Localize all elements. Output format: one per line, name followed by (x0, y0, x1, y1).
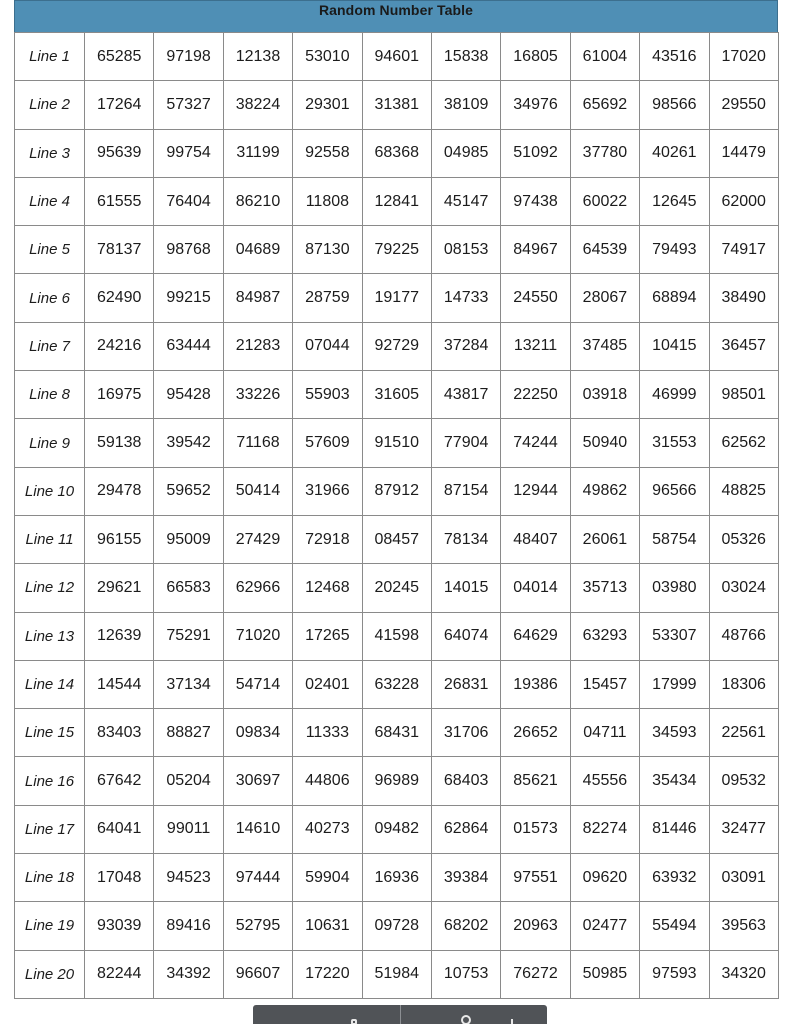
number-cell: 74244 (501, 419, 570, 467)
number-cell: 09728 (362, 902, 431, 950)
number-cell: 37780 (570, 129, 639, 177)
toolbar-tab-left[interactable] (253, 1005, 400, 1024)
number-cell: 74917 (709, 226, 778, 274)
number-cell: 61004 (570, 33, 639, 81)
number-cell: 64539 (570, 226, 639, 274)
number-cell: 46999 (640, 371, 709, 419)
number-cell: 40273 (293, 805, 362, 853)
number-cell: 33226 (223, 371, 292, 419)
number-cell: 54714 (223, 660, 292, 708)
number-cell: 14544 (85, 660, 154, 708)
number-cell: 99754 (154, 129, 223, 177)
number-cell: 79493 (640, 226, 709, 274)
number-cell: 17220 (293, 950, 362, 998)
number-cell: 45147 (431, 177, 500, 225)
number-cell: 85621 (501, 757, 570, 805)
number-cell: 14733 (431, 274, 500, 322)
number-cell: 29550 (709, 81, 778, 129)
line-label: Line 3 (15, 129, 85, 177)
number-cell: 03980 (640, 564, 709, 612)
number-cell: 79225 (362, 226, 431, 274)
random-number-table (14, 0, 778, 999)
number-cell: 53307 (640, 612, 709, 660)
number-cell: 18306 (709, 660, 778, 708)
number-cell: 57327 (154, 81, 223, 129)
number-cell: 67642 (85, 757, 154, 805)
number-cell: 61555 (85, 177, 154, 225)
number-cell: 78137 (85, 226, 154, 274)
number-cell: 63228 (362, 660, 431, 708)
number-cell: 31966 (293, 467, 362, 515)
number-cell: 71168 (223, 419, 292, 467)
number-cell: 24216 (85, 322, 154, 370)
number-cell: 51092 (501, 129, 570, 177)
number-cell: 63932 (640, 854, 709, 902)
number-cell: 97444 (223, 854, 292, 902)
number-cell: 39384 (431, 854, 500, 902)
number-cell: 34392 (154, 950, 223, 998)
number-cell: 37284 (431, 322, 500, 370)
number-cell: 04711 (570, 709, 639, 757)
table-row (15, 612, 779, 660)
number-cell: 66583 (154, 564, 223, 612)
number-cell: 52795 (223, 902, 292, 950)
table-row (15, 805, 779, 853)
table-row (15, 467, 779, 515)
number-cell: 71020 (223, 612, 292, 660)
number-cell: 83403 (85, 709, 154, 757)
line-label: Line 4 (15, 177, 85, 225)
number-cell: 22250 (501, 371, 570, 419)
number-cell: 50985 (570, 950, 639, 998)
number-cell: 26061 (570, 515, 639, 563)
table-row (15, 177, 779, 225)
table-row (15, 129, 779, 177)
number-cell: 28759 (293, 274, 362, 322)
number-cell: 12639 (85, 612, 154, 660)
number-grid (14, 32, 779, 999)
number-cell: 02401 (293, 660, 362, 708)
number-cell: 27429 (223, 515, 292, 563)
line-label: Line 7 (15, 322, 85, 370)
number-cell: 09532 (709, 757, 778, 805)
number-cell: 17265 (293, 612, 362, 660)
number-cell: 99011 (154, 805, 223, 853)
number-cell: 84967 (501, 226, 570, 274)
line-label: Line 11 (15, 515, 85, 563)
number-cell: 53010 (293, 33, 362, 81)
number-cell: 17999 (640, 660, 709, 708)
number-cell: 48407 (501, 515, 570, 563)
number-cell: 34976 (501, 81, 570, 129)
number-cell: 49862 (570, 467, 639, 515)
number-cell: 05204 (154, 757, 223, 805)
number-cell: 03024 (709, 564, 778, 612)
number-cell: 14610 (223, 805, 292, 853)
number-cell: 84987 (223, 274, 292, 322)
number-cell: 98768 (154, 226, 223, 274)
number-cell: 96566 (640, 467, 709, 515)
number-cell: 34320 (709, 950, 778, 998)
number-cell: 08153 (431, 226, 500, 274)
divider-mark-icon (511, 1019, 513, 1024)
number-cell: 50414 (223, 467, 292, 515)
number-cell: 15457 (570, 660, 639, 708)
number-cell: 78134 (431, 515, 500, 563)
number-cell: 82274 (570, 805, 639, 853)
number-cell: 31553 (640, 419, 709, 467)
table-row (15, 371, 779, 419)
number-cell: 16936 (362, 854, 431, 902)
number-cell: 81446 (640, 805, 709, 853)
number-cell: 65692 (570, 81, 639, 129)
number-cell: 57609 (293, 419, 362, 467)
number-cell: 58754 (640, 515, 709, 563)
number-cell: 77904 (431, 419, 500, 467)
table-row (15, 902, 779, 950)
bottom-toolbar (253, 1005, 547, 1024)
table-row (15, 226, 779, 274)
number-cell: 26831 (431, 660, 500, 708)
table-row (15, 419, 779, 467)
table-title: Random Number Table (14, 0, 778, 32)
line-label: Line 2 (15, 81, 85, 129)
number-cell: 87912 (362, 467, 431, 515)
number-cell: 29621 (85, 564, 154, 612)
search-icon (461, 1015, 471, 1024)
number-cell: 03091 (709, 854, 778, 902)
number-cell: 86210 (223, 177, 292, 225)
number-cell: 29301 (293, 81, 362, 129)
table-row (15, 660, 779, 708)
table-row (15, 322, 779, 370)
number-cell: 12944 (501, 467, 570, 515)
number-cell: 87130 (293, 226, 362, 274)
number-cell: 64074 (431, 612, 500, 660)
number-cell: 19177 (362, 274, 431, 322)
line-label: Line 5 (15, 226, 85, 274)
number-cell: 12468 (293, 564, 362, 612)
number-cell: 60022 (570, 177, 639, 225)
number-cell: 97551 (501, 854, 570, 902)
number-cell: 35434 (640, 757, 709, 805)
number-cell: 02477 (570, 902, 639, 950)
number-cell: 09482 (362, 805, 431, 853)
number-cell: 82244 (85, 950, 154, 998)
number-cell: 09834 (223, 709, 292, 757)
number-cell: 31605 (362, 371, 431, 419)
number-cell: 05326 (709, 515, 778, 563)
table-row (15, 950, 779, 998)
number-cell: 92558 (293, 129, 362, 177)
number-cell: 68894 (640, 274, 709, 322)
number-cell: 55494 (640, 902, 709, 950)
number-cell: 41598 (362, 612, 431, 660)
number-cell: 63444 (154, 322, 223, 370)
number-cell: 95428 (154, 371, 223, 419)
number-cell: 01573 (501, 805, 570, 853)
number-cell: 10415 (640, 322, 709, 370)
line-label: Line 15 (15, 709, 85, 757)
number-cell: 31381 (362, 81, 431, 129)
number-cell: 95639 (85, 129, 154, 177)
number-cell: 37134 (154, 660, 223, 708)
number-cell: 04014 (501, 564, 570, 612)
number-cell: 88827 (154, 709, 223, 757)
number-cell: 11333 (293, 709, 362, 757)
line-label: Line 1 (15, 33, 85, 81)
number-cell: 91510 (362, 419, 431, 467)
number-cell: 89416 (154, 902, 223, 950)
number-cell: 65285 (85, 33, 154, 81)
number-cell: 11808 (293, 177, 362, 225)
line-label: Line 19 (15, 902, 85, 950)
number-cell: 12138 (223, 33, 292, 81)
number-cell: 32477 (709, 805, 778, 853)
number-cell: 64629 (501, 612, 570, 660)
line-label: Line 6 (15, 274, 85, 322)
number-cell: 37485 (570, 322, 639, 370)
number-cell: 45556 (570, 757, 639, 805)
number-cell: 10753 (431, 950, 500, 998)
number-cell: 39542 (154, 419, 223, 467)
number-cell: 21283 (223, 322, 292, 370)
number-cell: 59904 (293, 854, 362, 902)
number-cell: 03918 (570, 371, 639, 419)
number-cell: 17264 (85, 81, 154, 129)
number-cell: 43817 (431, 371, 500, 419)
number-cell: 30697 (223, 757, 292, 805)
number-cell: 28067 (570, 274, 639, 322)
share-icon (351, 1019, 357, 1024)
line-label: Line 10 (15, 467, 85, 515)
number-cell: 59138 (85, 419, 154, 467)
number-cell: 68368 (362, 129, 431, 177)
number-cell: 94523 (154, 854, 223, 902)
number-cell: 98566 (640, 81, 709, 129)
number-cell: 96607 (223, 950, 292, 998)
number-cell: 62966 (223, 564, 292, 612)
number-cell: 16805 (501, 33, 570, 81)
number-cell: 75291 (154, 612, 223, 660)
number-cell: 96155 (85, 515, 154, 563)
table-row (15, 709, 779, 757)
table-row (15, 757, 779, 805)
toolbar-tab-right[interactable] (400, 1005, 548, 1024)
number-cell: 68403 (431, 757, 500, 805)
number-cell: 31199 (223, 129, 292, 177)
table-row (15, 33, 779, 81)
line-label: Line 20 (15, 950, 85, 998)
number-cell: 48766 (709, 612, 778, 660)
number-cell: 96989 (362, 757, 431, 805)
number-cell: 38224 (223, 81, 292, 129)
number-cell: 59652 (154, 467, 223, 515)
number-cell: 76272 (501, 950, 570, 998)
number-cell: 43516 (640, 33, 709, 81)
number-cell: 95009 (154, 515, 223, 563)
line-label: Line 17 (15, 805, 85, 853)
number-cell: 62864 (431, 805, 500, 853)
number-cell: 08457 (362, 515, 431, 563)
number-cell: 39563 (709, 902, 778, 950)
number-cell: 97438 (501, 177, 570, 225)
line-label: Line 8 (15, 371, 85, 419)
number-cell: 63293 (570, 612, 639, 660)
line-label: Line 18 (15, 854, 85, 902)
number-cell: 14479 (709, 129, 778, 177)
number-cell: 07044 (293, 322, 362, 370)
table-row (15, 854, 779, 902)
table-row (15, 81, 779, 129)
table-row (15, 274, 779, 322)
number-cell: 62000 (709, 177, 778, 225)
number-cell: 92729 (362, 322, 431, 370)
line-label: Line 16 (15, 757, 85, 805)
number-cell: 40261 (640, 129, 709, 177)
number-cell: 29478 (85, 467, 154, 515)
line-label: Line 12 (15, 564, 85, 612)
number-cell: 15838 (431, 33, 500, 81)
number-cell: 38490 (709, 274, 778, 322)
number-cell: 20963 (501, 902, 570, 950)
number-cell: 68202 (431, 902, 500, 950)
number-cell: 51984 (362, 950, 431, 998)
number-cell: 50940 (570, 419, 639, 467)
number-cell: 68431 (362, 709, 431, 757)
number-cell: 97593 (640, 950, 709, 998)
number-cell: 72918 (293, 515, 362, 563)
number-cell: 64041 (85, 805, 154, 853)
number-cell: 55903 (293, 371, 362, 419)
number-cell: 16975 (85, 371, 154, 419)
line-label: Line 9 (15, 419, 85, 467)
number-cell: 36457 (709, 322, 778, 370)
number-cell: 04985 (431, 129, 500, 177)
number-cell: 98501 (709, 371, 778, 419)
number-cell: 22561 (709, 709, 778, 757)
number-cell: 10631 (293, 902, 362, 950)
number-cell: 44806 (293, 757, 362, 805)
number-cell: 62490 (85, 274, 154, 322)
number-cell: 87154 (431, 467, 500, 515)
number-cell: 35713 (570, 564, 639, 612)
number-cell: 97198 (154, 33, 223, 81)
number-cell: 17020 (709, 33, 778, 81)
number-cell: 24550 (501, 274, 570, 322)
number-cell: 12841 (362, 177, 431, 225)
number-cell: 20245 (362, 564, 431, 612)
number-cell: 76404 (154, 177, 223, 225)
number-cell: 19386 (501, 660, 570, 708)
line-label: Line 14 (15, 660, 85, 708)
number-cell: 31706 (431, 709, 500, 757)
number-cell: 13211 (501, 322, 570, 370)
table-row (15, 564, 779, 612)
table-row (15, 515, 779, 563)
number-cell: 34593 (640, 709, 709, 757)
number-cell: 09620 (570, 854, 639, 902)
number-cell: 04689 (223, 226, 292, 274)
number-cell: 38109 (431, 81, 500, 129)
number-cell: 12645 (640, 177, 709, 225)
number-cell: 94601 (362, 33, 431, 81)
number-cell: 17048 (85, 854, 154, 902)
number-cell: 93039 (85, 902, 154, 950)
number-cell: 48825 (709, 467, 778, 515)
number-cell: 99215 (154, 274, 223, 322)
line-label: Line 13 (15, 612, 85, 660)
number-cell: 62562 (709, 419, 778, 467)
number-cell: 14015 (431, 564, 500, 612)
number-cell: 26652 (501, 709, 570, 757)
